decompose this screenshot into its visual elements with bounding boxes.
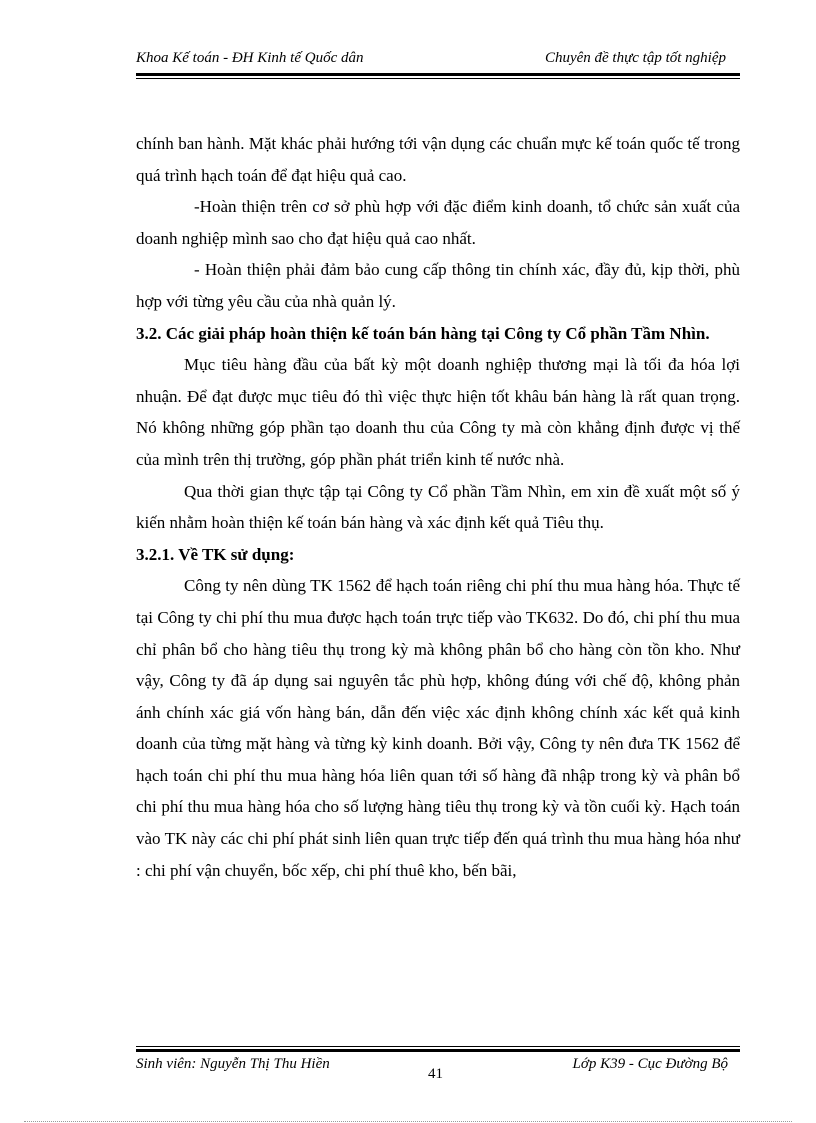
paragraph: - Hoàn thiện phải đảm bảo cung cấp thông tin chính xác, đầy đủ, kịp thời, phù hợp với từng yêu cầu của nhà quản lý.	[136, 260, 740, 311]
paragraph: Công ty nên dùng TK 1562 để hạch toán riêng chi phí thu mua hàng hóa. Thực tế tại Công ty chi phí thu mua được hạch toán trực tiếp vào TK632. Do đó, chi phí thu mua chỉ phân bổ cho hàng tiêu thụ trong kỳ mà không phân bổ cho hàng còn tồn kho. Như vậy, Công ty đã áp dụng sai nguyên tắc phù hợp, không đúng với chế độ, không phản ánh chính xác giá vốn hàng bán, dẫn đến việc xác định không chính xác kết quả kinh doanh của từng mặt hàng và từng kỳ kinh doanh. Bởi vậy, Công ty nên đưa TK 1562 để hạch toán chi phí thu mua hàng hóa liên quan tới số hàng đã nhập trong kỳ và phân bổ chi phí thu mua hàng hóa cho số lượng hàng tiêu thụ trong kỳ và tồn cuối kỳ. Hạch toán vào TK này các chi phí phát sinh liên quan trực tiếp đến quá trình thu mua hàng hóa như : chi phí vận chuyển, bốc xếp, chi phí thuê kho, bến bãi,	[136, 576, 740, 880]
paragraph: -Hoàn thiện trên cơ sở phù hợp với đặc điểm kinh doanh, tổ chức sản xuất của doanh nghiệp mình sao cho đạt hiệu quả cao nhất.	[136, 197, 740, 248]
footer-class: Lớp K39 - Cục Đường Bộ	[572, 1056, 728, 1072]
page-footer	[136, 1054, 740, 1094]
footer-rule-thick	[136, 1049, 740, 1052]
paragraph: Mục tiêu hàng đầu của bất kỳ một doanh nghiệp thương mại là tối đa hóa lợi nhuận. Để đạt được mục tiêu đó thì việc thực hiện tốt khâu bán hàng là rất quan trọng. Nó không những góp phần tạo doanh thu của Công ty mà còn khẳng định được vị thế của mình trên thị trường, góp phần phát triển kinh tế nước nhà.	[136, 355, 740, 469]
section-heading: 3.2. Các giải pháp hoàn thiện kế toán bán hàng tại Công ty Cổ phần Tầm Nhìn.	[136, 323, 710, 343]
subsection-heading: 3.2.1. Về TK sử dụng:	[136, 544, 295, 564]
header-rule-thin	[136, 78, 740, 79]
page-header	[136, 48, 740, 70]
header-report-title: Chuyên đề thực tập tốt nghiệp	[544, 50, 726, 66]
footer-student: Sinh viên: Nguyễn Thị Thu Hiền	[136, 1056, 330, 1072]
document-body	[136, 128, 740, 886]
paragraph: chính ban hành. Mặt khác phải hướng tới vận dụng các chuẩn mực kế toán quốc tế trong quá trình hạch toán để đạt hiệu quả cao.	[136, 134, 740, 185]
footer-rule-thin	[136, 1046, 740, 1047]
header-faculty: Khoa Kế toán - ĐH Kinh tế Quốc dân	[136, 50, 364, 66]
paragraph: Qua thời gian thực tập tại Công ty Cổ phần Tầm Nhìn, em xin đề xuất một số ý kiến nhằm hoàn thiện kế toán bán hàng và xác định kết quả Tiêu thụ.	[136, 481, 740, 533]
header-rule-thick	[136, 73, 740, 76]
page-bottom-border	[24, 1121, 792, 1122]
page-number: 41	[428, 1066, 443, 1082]
